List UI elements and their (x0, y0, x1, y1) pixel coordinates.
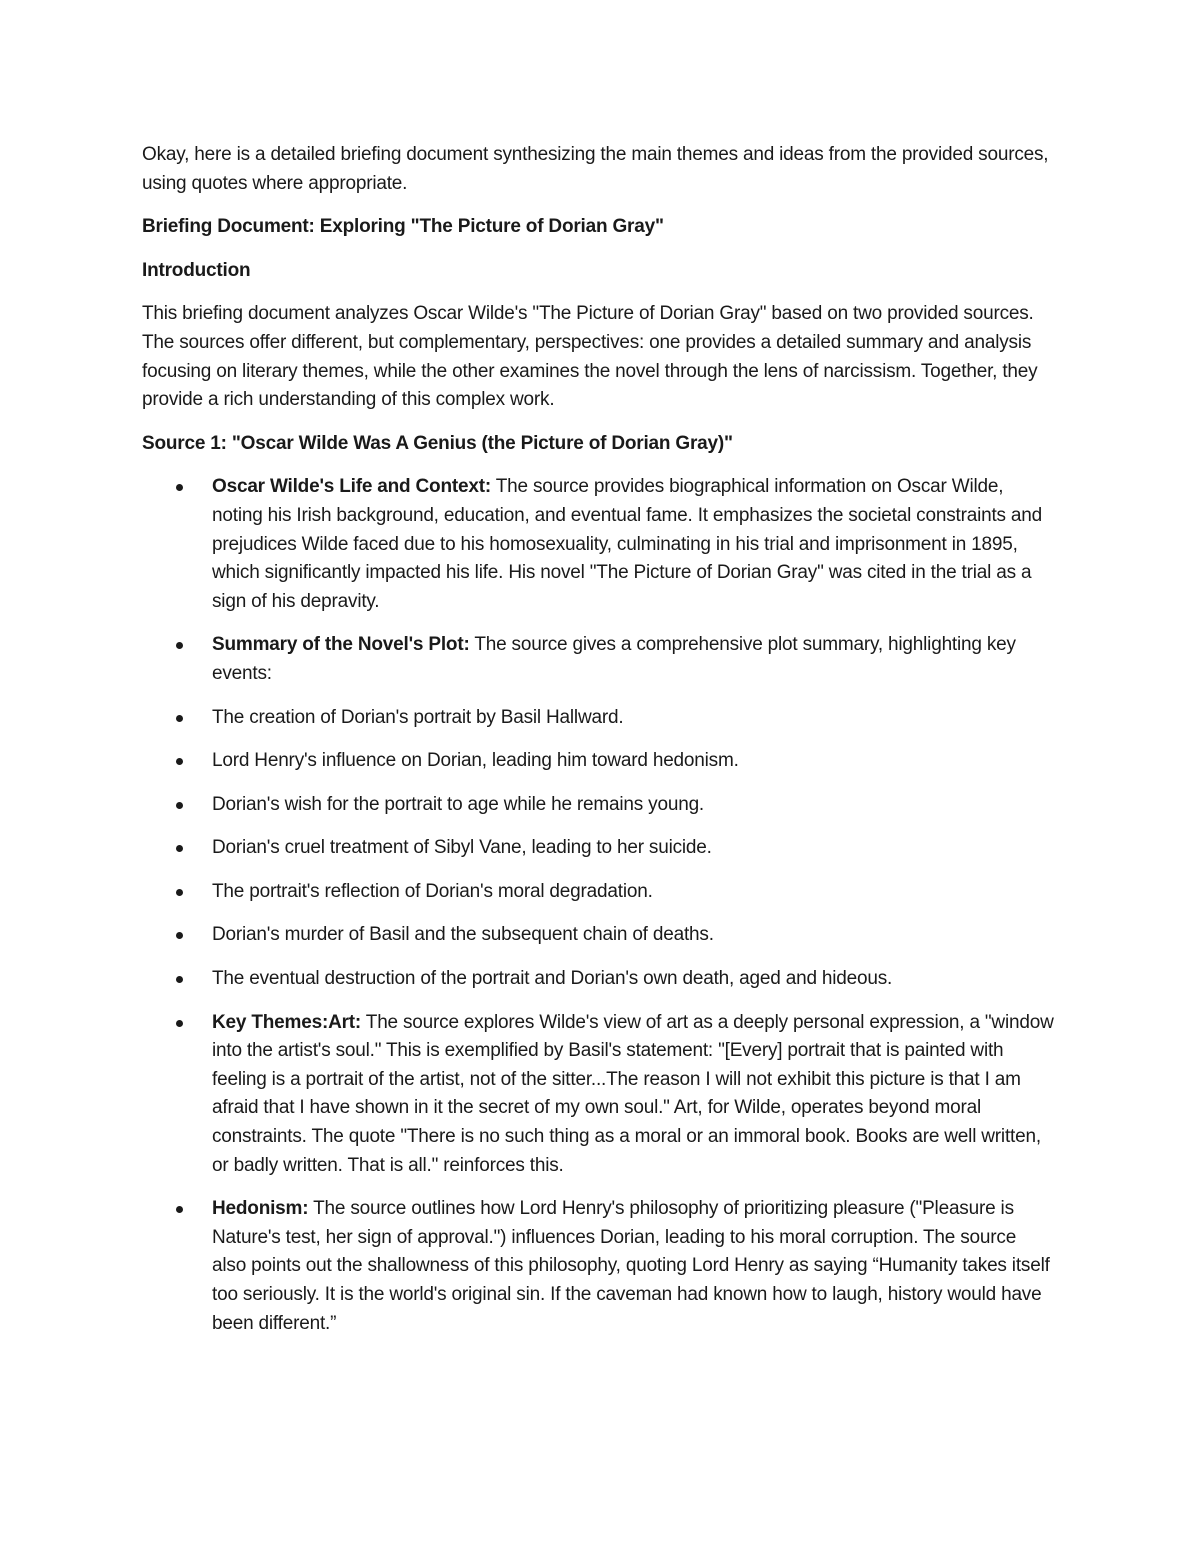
bullet-icon (176, 642, 183, 649)
item-label: Oscar Wilde's Life and Context: (212, 476, 491, 498)
bullet-icon (176, 484, 183, 491)
item-text: The source gives a comprehensive plot summary, highlighting key events: (212, 634, 1016, 684)
bullet-icon (176, 1020, 183, 1027)
list-item (212, 631, 1055, 688)
list-item (212, 834, 1055, 863)
list-item (212, 1009, 1055, 1181)
item-text: Dorian's cruel treatment of Sibyl Vane, leading to her suicide. (212, 837, 712, 859)
source1-bullet-list (142, 473, 1055, 1338)
list-item (212, 878, 1055, 907)
item-label: Summary of the Novel's Plot: (212, 634, 470, 656)
list-item (212, 747, 1055, 776)
bullet-icon (176, 845, 183, 852)
list-item (212, 1195, 1055, 1338)
source1-heading: Source 1: "Oscar Wilde Was A Genius (the Picture of Dorian Gray)" (142, 432, 733, 454)
intro-line: Okay, here is a detailed briefing document synthesizing the main themes and ideas from the provided sources, using quotes where appropriate. (142, 144, 1049, 194)
item-text: The source outlines how Lord Henry's philosophy of prioritizing pleasure ("Pleasure is Nature's test, her sign of approval.") influences Dorian, leading to his moral corruption. The source also points out the shallowness of this philosophy, quoting Lord Henry as saying “Humanity takes itself too seriously. It is the world's original sin. If the caveman had known how to laugh, history would have been different.” (212, 1198, 1050, 1334)
list-item (212, 704, 1055, 733)
item-text: The portrait's reflection of Dorian's moral degradation. (212, 880, 653, 902)
bullet-icon (176, 1206, 183, 1213)
bullet-icon (176, 889, 183, 896)
list-item (212, 965, 1055, 994)
list-item (212, 921, 1055, 950)
bullet-icon (176, 932, 183, 939)
bullet-icon (176, 715, 183, 722)
item-label: Key Themes:Art: (212, 1011, 362, 1033)
list-item (212, 791, 1055, 820)
item-label: Hedonism: (212, 1198, 309, 1220)
bullet-icon (176, 758, 183, 765)
item-text: Dorian's murder of Basil and the subsequent chain of deaths. (212, 924, 714, 946)
item-text: The eventual destruction of the portrait and Dorian's own death, aged and hideous. (212, 968, 893, 990)
document-title: Briefing Document: Exploring "The Picture of Dorian Gray" (142, 216, 664, 238)
list-item (212, 473, 1055, 616)
item-text: Dorian's wish for the portrait to age while he remains young. (212, 793, 705, 815)
bullet-icon (176, 802, 183, 809)
item-text: The source provides biographical information on Oscar Wilde, noting his Irish background, education, and eventual fame. It emphasizes the societal constraints and prejudices Wilde faced due to his homosexuality, culminating in his trial and imprisonment in 1895, which significantly impacted his life. His novel "The Picture of Dorian Gray" was cited in the trial as a sign of his depravity. (212, 476, 1043, 612)
item-text: The source explores Wilde's view of art as a deeply personal expression, a "window into the artist's soul." This is exemplified by Basil's statement: "[Every] portrait that is painted with feeling is a portrait of the artist, not of the sitter...The reason I will not exhibit this picture is that I am afraid that I have shown in it the secret of my own soul." Art, for Wilde, operates beyond moral constraints. The quote "There is no such thing as a moral or an immoral book. Books are well written, or badly written. That is all." reinforces this. (212, 1011, 1054, 1176)
introduction-heading: Introduction (142, 259, 251, 281)
bullet-icon (176, 976, 183, 983)
item-text: The creation of Dorian's portrait by Basil Hallward. (212, 706, 624, 728)
item-text: Lord Henry's influence on Dorian, leading him toward hedonism. (212, 750, 739, 772)
introduction-body: This briefing document analyzes Oscar Wilde's "The Picture of Dorian Gray" based on two provided sources. The sources offer different, but complementary, perspectives: one provides a detailed summary and analysis focusing on literary themes, while the other examines the novel through the lens of narcissism. Together, they provide a rich understanding of this complex work. (142, 303, 1038, 411)
